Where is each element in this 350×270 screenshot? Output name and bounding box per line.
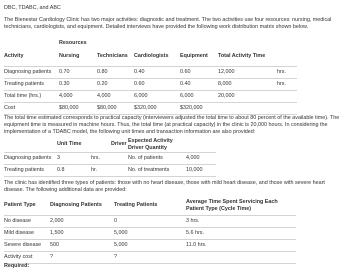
table-cell [277,90,297,102]
table-cell: No. of patients [128,152,186,164]
table-cell: Diagnosing patients [4,152,57,164]
table-cell: hr. [91,164,111,176]
column-header [186,138,216,152]
table-row [4,227,296,239]
table-cell: 500 [50,239,114,251]
document-title: DBC, TDABC, and ABC [4,5,61,11]
column-header: Treating Patients [114,197,186,215]
table-cell: 0.60 [180,66,218,78]
table-row [4,215,296,227]
table-cell: No disease [4,215,50,227]
table-row [4,164,216,176]
column-header [4,138,57,152]
table-cell: Activity cost [4,251,50,263]
table-cell: 5,000 [114,227,186,239]
column-header: Unit Time [57,138,91,152]
column-header: Activity [4,48,59,66]
table-cell: No. of treatments [128,164,186,176]
column-header [277,48,297,66]
column-header: Average Time Spent Servicing Each Patient Type (Cycle Time) [186,197,296,215]
capacity-paragraph: The total time estimated corresponds to practical capacity (interviewers adjusted the total time to about 80 percent of the available time). The equipment time is measured in machine hours. Thus, the total time (at practical capacity) in the clinic is 20,000 hours. In considering the implementation of a TDABC model, the following unit times and transaction information are also provided: [4,115,340,135]
table-cell: 2,000 [50,215,114,227]
table-row [4,66,297,78]
intro-paragraph: The Bienestar Cardiology Clinic has two major activities: diagnostic and treatment. The two activities use four resources: nursing, medical technicians, cardiologists, and equipment. Detailed interviews have provided the following work distribution matrix shown below. [4,17,332,30]
table-cell: $320,000 [134,102,180,114]
table-cell: Treating patients [4,78,59,90]
table-cell: 10,000 [186,164,216,176]
table-cell: 5.6 hrs. [186,227,296,239]
table-cell: $320,000 [180,102,218,114]
table-cell: ? [114,251,186,263]
column-header: Nursing [59,48,97,66]
table-cell [111,164,128,176]
table-cell: hrs. [277,78,297,90]
work-distribution-table [4,48,297,115]
column-header: Cardiologists [134,48,180,66]
table-row [4,152,216,164]
table-cell: Total time (hrs.) [4,90,59,102]
table-cell: hrs. [277,66,297,78]
patient-types-paragraph: The clinic has identified three types of patients: those with no heart disease, those with mild heart disease, and those with severe heart disease. The following additional data are provided: [4,180,325,193]
column-header: Diagnosing Patients [50,197,114,215]
table-cell [186,251,296,263]
column-header: Driver [111,138,128,152]
table-cell: 0.20 [97,78,134,90]
table-cell: $80,000 [97,102,134,114]
table-cell: hrs. [91,152,111,164]
table-cell: 0.70 [59,66,97,78]
table-cell: ? [50,251,114,263]
column-header: Expected Activity Driver Quantity [128,138,186,152]
table-cell: 0.80 [97,66,134,78]
table-row [4,78,297,90]
table-cell: 11.0 hrs. [186,239,296,251]
column-header: Equipment [180,48,218,66]
table-cell: Diagnosing patients [4,66,59,78]
table-row [4,90,297,102]
table-cell: Treating patients [4,164,57,176]
column-header [91,138,111,152]
table-cell: 0.60 [134,78,180,90]
table-cell: 6,000 [180,90,218,102]
table-row [4,102,297,114]
table-cell: 4,000 [186,152,216,164]
table-cell: 4,000 [59,90,97,102]
table-cell: 0 [114,215,186,227]
table-cell: 0.40 [134,66,180,78]
table-cell: Cost [4,102,59,114]
table-cell: 0.30 [59,78,97,90]
table-cell: 1,500 [50,227,114,239]
table-cell: 3 [57,152,91,164]
patient-type-table [4,197,296,264]
table-cell: Mild disease [4,227,50,239]
column-header: Total Activity Time [218,48,277,66]
column-header: Technicians [97,48,134,66]
table-cell: 4,000 [97,90,134,102]
column-header: Patient Type [4,197,50,215]
unit-time-table [4,138,216,177]
table-cell: Severe disease [4,239,50,251]
table-cell: 0.40 [180,78,218,90]
table-cell [111,152,128,164]
table-cell: 12,000 [218,66,277,78]
table-cell: 5,000 [114,239,186,251]
table-cell: 6,000 [134,90,180,102]
resources-group-header: Resources [59,40,87,46]
table-cell: 20,000 [218,90,277,102]
table-row [4,251,296,263]
required-label: Required: [4,263,30,269]
table-cell: 8,000 [218,78,277,90]
table-cell [218,102,277,114]
table-row [4,239,296,251]
table-cell: 0.8 [57,164,91,176]
table-cell: $80,000 [59,102,97,114]
table-cell [277,102,297,114]
table-cell: 3 hrs. [186,215,296,227]
